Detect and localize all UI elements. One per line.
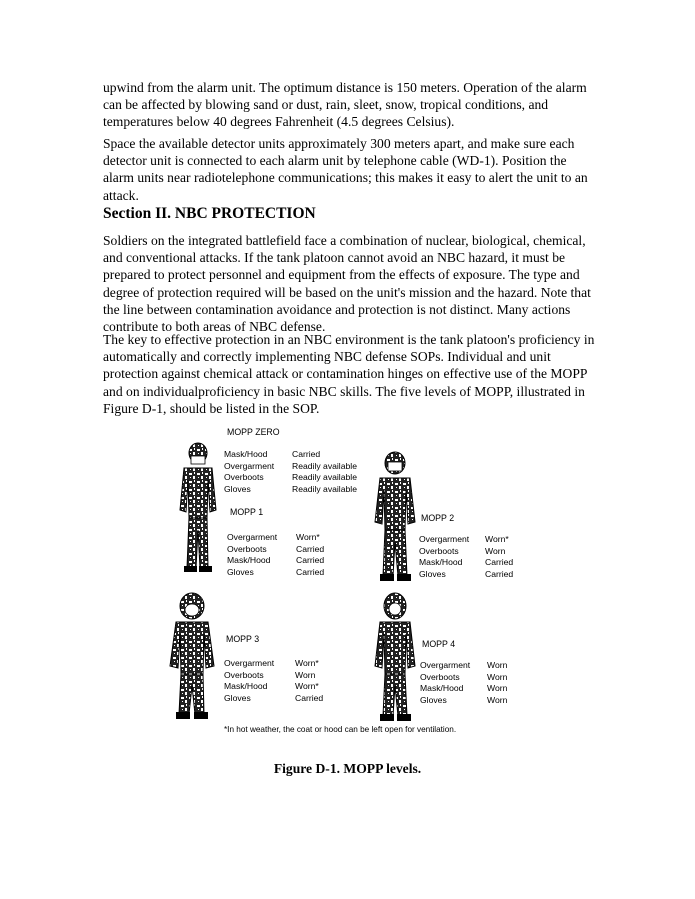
- mopp-1-status-list: [296, 532, 324, 578]
- mopp-item-status: Worn*: [485, 534, 509, 544]
- mopp-item-status: Worn*: [295, 681, 319, 692]
- mopp-item-label: Gloves: [227, 566, 254, 577]
- mopp-item-status: Readily available: [292, 460, 357, 471]
- mopp-item-status: Worn: [295, 669, 316, 680]
- mopp-item-status: Worn: [487, 694, 508, 705]
- section-heading: Section II. NBC PROTECTION: [103, 205, 316, 222]
- mopp-item-label: Overgarment: [224, 460, 275, 471]
- mopp-item-status: Worn: [485, 545, 506, 556]
- mopp-item-label: Overboots: [224, 669, 264, 680]
- paragraph-mopp-intro: The key to effective protection in an NBC environment is the tank platoon's proficiency in automatically and correctly implementing NBC defense SOPs. Individual and unit protection against chemical attack or contamination hinges on effective use of the MOPP and on individualproficiency in basic NBC skills. The five levels of MOPP, illustrated in Figure D-1, should be listed in the SOP.: [103, 332, 595, 416]
- mopp-item-label: Mask/Hood: [224, 681, 268, 692]
- mopp-item-status: Readily available: [292, 472, 357, 483]
- mopp-4-title: MOPP 4: [422, 639, 456, 649]
- mopp-item-label: Mask/Hood: [420, 683, 464, 694]
- mopp-4-item-list: [420, 660, 470, 706]
- mopp-zero-status-list: [292, 449, 357, 495]
- mopp-zero-item-list: [224, 449, 274, 495]
- mopp-item-status: Worn: [487, 660, 508, 670]
- mopp-item-label: Mask/Hood: [224, 449, 268, 459]
- soldier-mopp-4-illustration: [370, 592, 420, 728]
- figure-footnote: *In hot weather, the coat or hood can be left open for ventilation.: [224, 725, 457, 734]
- soldier-mopp-2-illustration: [370, 450, 420, 588]
- mopp-item-status: Carried: [292, 449, 321, 459]
- mopp-item-label: Overboots: [224, 472, 264, 483]
- mopp-item-status: Carried: [296, 555, 325, 566]
- paragraph-alarm-distance: upwind from the alarm unit. The optimum distance is 150 meters. Operation of the alarm can be affected by blowing sand or dust, rain, sleet, snow, tropical conditions, and temperatures below 40 degrees Fahrenheit (4.5 degrees Celsius).: [103, 80, 587, 130]
- mopp-item-label: Gloves: [419, 568, 446, 579]
- soldier-mopp-zero-illustration: [172, 440, 222, 580]
- mopp-4-status-list: [487, 660, 507, 706]
- mopp-item-status: Readily available: [292, 483, 357, 494]
- mopp-item-status: Carried: [296, 543, 325, 554]
- mopp-item-label: Overboots: [419, 545, 459, 556]
- mopp-item-label: Gloves: [224, 483, 251, 494]
- paragraph-detector-spacing: Space the available detector units approximately 300 meters apart, and make sure each detector unit is connected to each alarm unit by telephone cable (WD-1). Position the alarm units near radiotelephone communications; this makes it easy to alert the unit to an attack.: [103, 136, 588, 203]
- mopp-item-label: Overgarment: [224, 658, 275, 668]
- mopp-item-status: Worn*: [296, 532, 320, 542]
- paragraph-nbc-protection: Soldiers on the integrated battlefield face a combination of nuclear, biological, chemical, and conventional attacks. If the tank platoon cannot avoid an NBC hazard, it must be prepared to protect personnel and equipment from the effects of exposure. The type and degree of protection required will be based on the unit's mission and the hazard. Note that the line between contamination avoidance and protection is not distinct. Many actions contribute to both areas of NBC defense.: [103, 233, 591, 335]
- mopp-2-item-list: [419, 534, 469, 580]
- mopp-item-label: Gloves: [224, 692, 251, 703]
- mopp-2-title: MOPP 2: [421, 513, 455, 523]
- mopp-item-status: Carried: [296, 566, 325, 577]
- mopp-item-label: Overboots: [420, 671, 460, 682]
- mopp-item-label: Overgarment: [227, 532, 278, 542]
- mopp-item-label: Overgarment: [419, 534, 470, 544]
- mopp-item-status: Worn*: [295, 658, 319, 668]
- mopp-item-status: Worn: [487, 683, 508, 694]
- mopp-item-label: Overboots: [227, 543, 267, 554]
- mopp-item-label: Overgarment: [420, 660, 471, 670]
- mopp-1-title: MOPP 1: [230, 507, 264, 517]
- mopp-2-status-list: [485, 534, 513, 580]
- soldier-mopp-3-illustration: [164, 592, 220, 726]
- mopp-zero-title: MOPP ZERO: [227, 427, 280, 437]
- mopp-item-status: Carried: [295, 692, 324, 703]
- mopp-3-item-list: [224, 658, 274, 704]
- mopp-3-status-list: [295, 658, 323, 704]
- mopp-1-item-list: [227, 532, 277, 578]
- mopp-item-label: Gloves: [420, 694, 447, 705]
- mopp-3-title: MOPP 3: [226, 634, 260, 644]
- mopp-item-label: Mask/Hood: [419, 557, 463, 568]
- mopp-item-status: Carried: [485, 557, 514, 568]
- mopp-item-status: Worn: [487, 671, 508, 682]
- mopp-item-status: Carried: [485, 568, 514, 579]
- mopp-item-label: Mask/Hood: [227, 555, 271, 566]
- figure-caption: Figure D-1. MOPP levels.: [273, 761, 422, 776]
